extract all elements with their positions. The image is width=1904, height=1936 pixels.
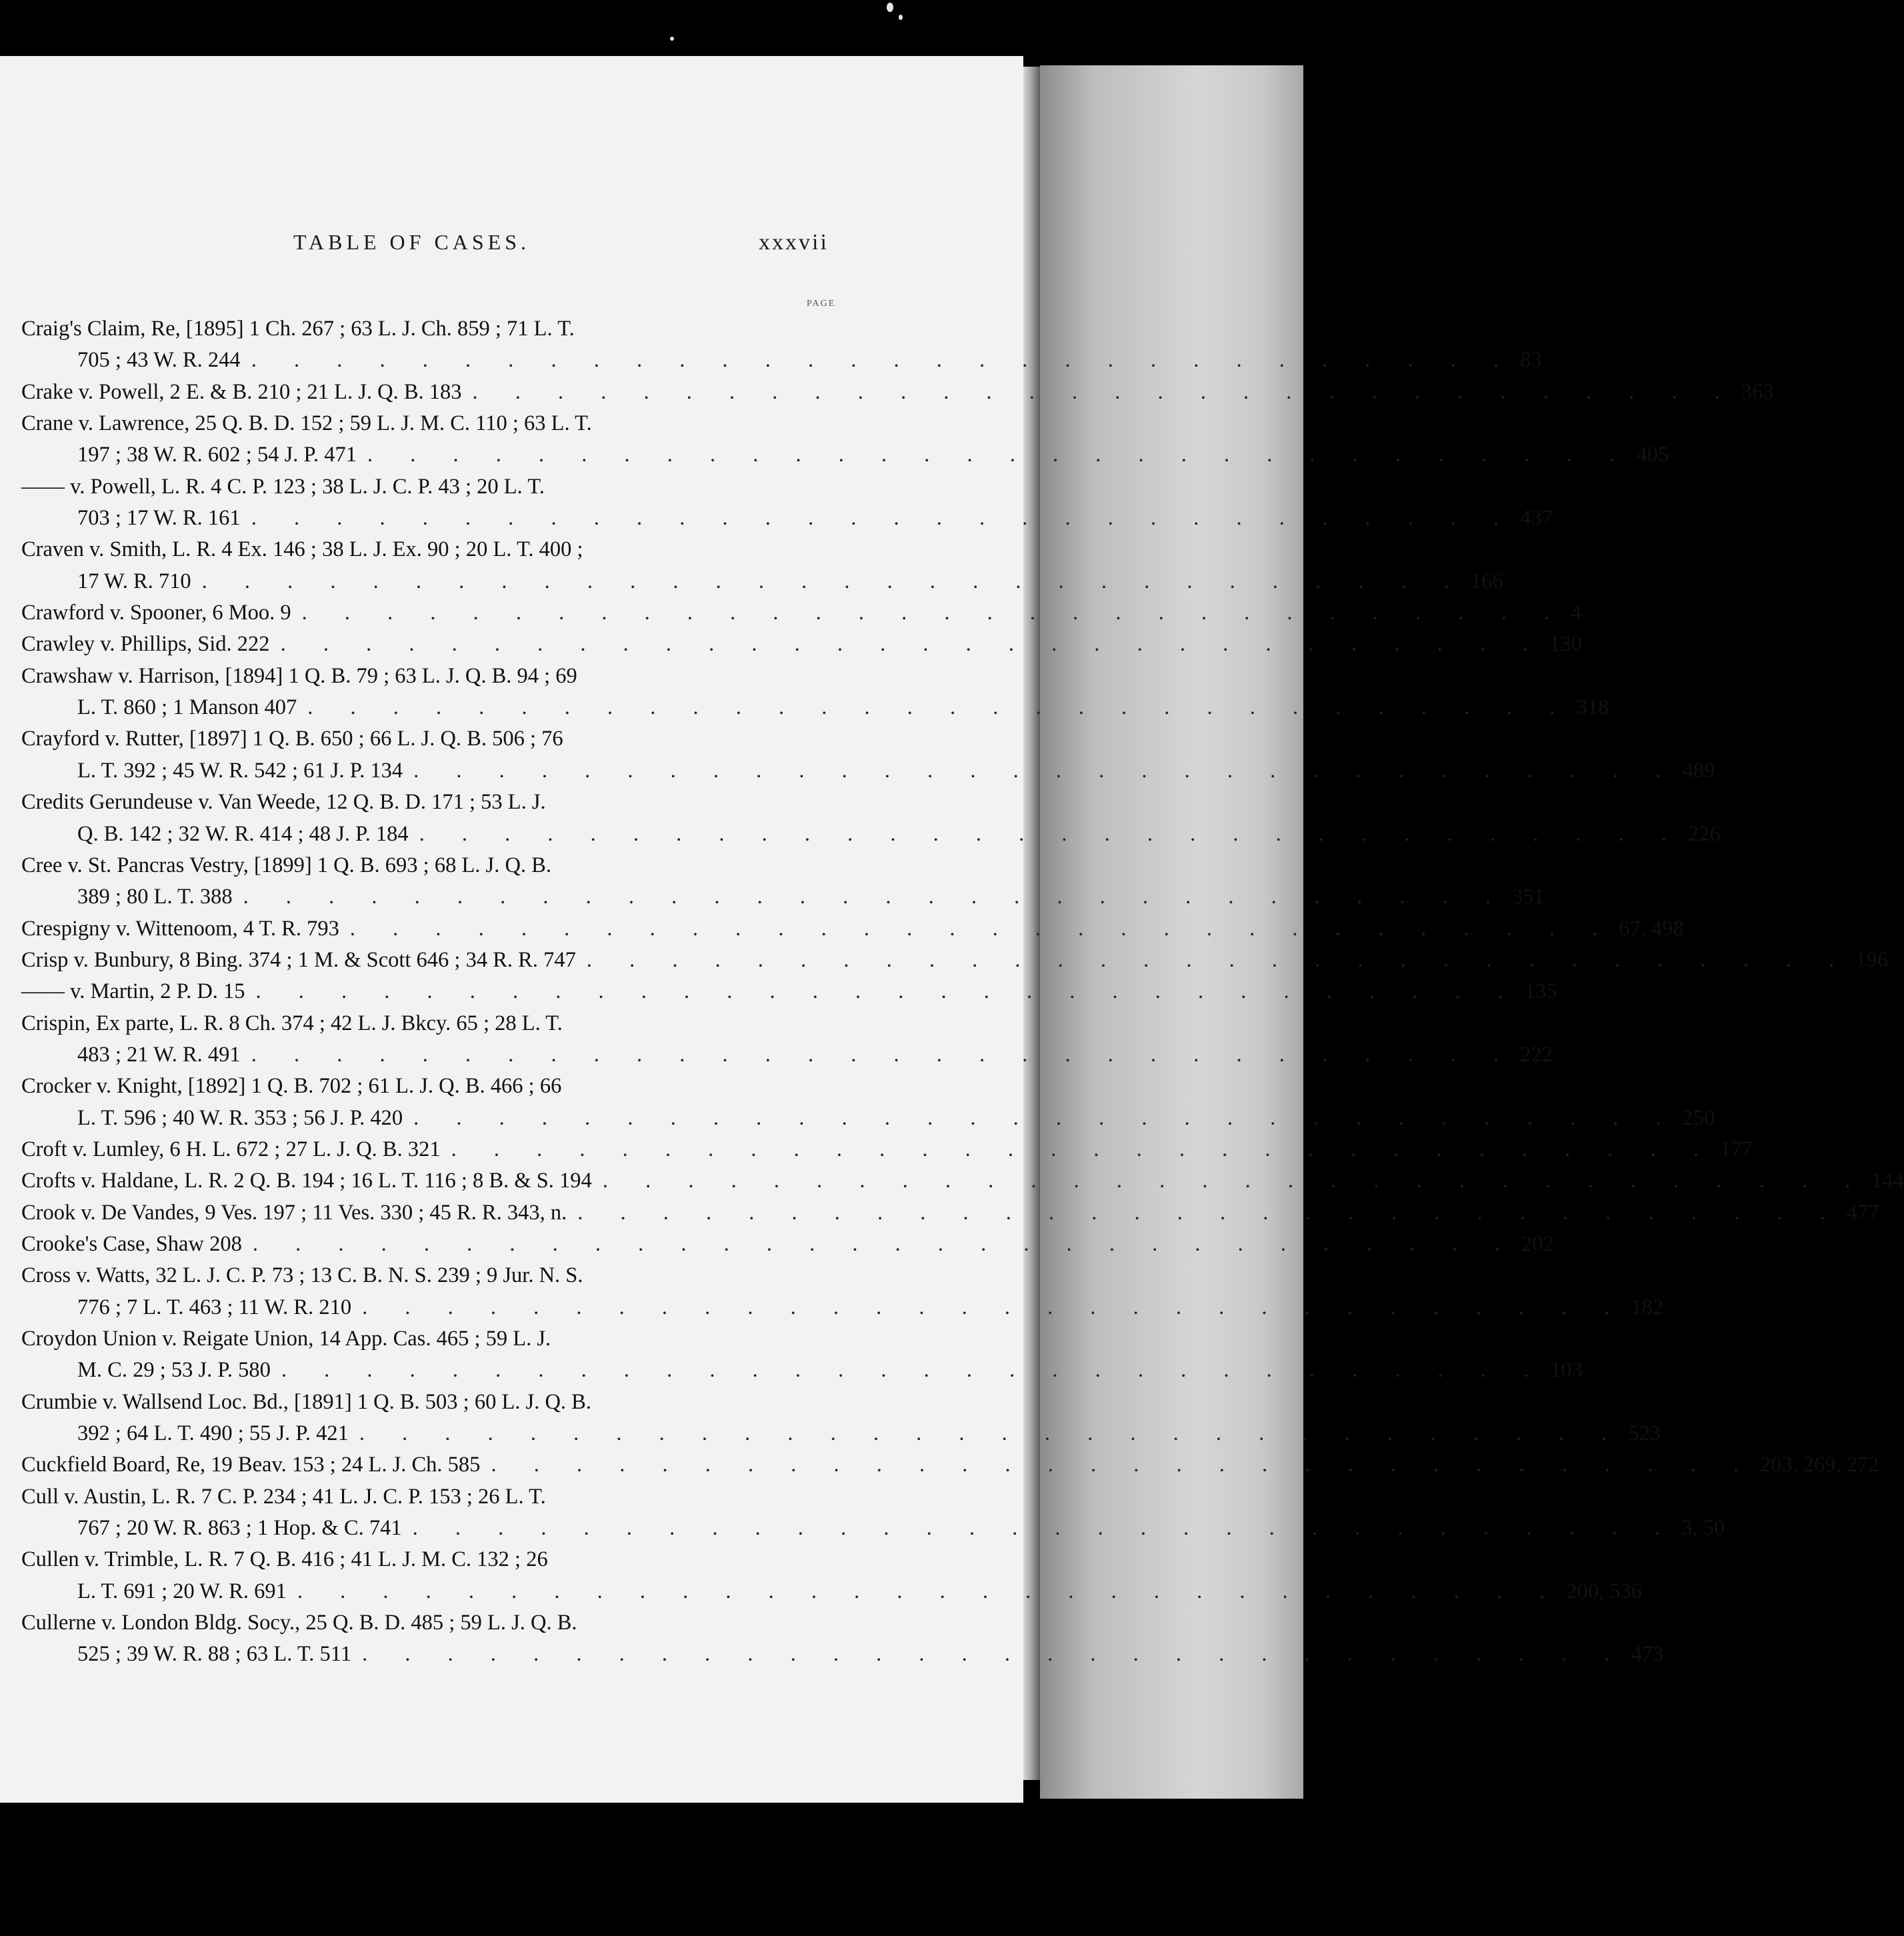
case-entry bbox=[21, 945, 1888, 976]
dot-leader: . . . . . . . . . . . . . . . . . . . . . . . . . . . . . . bbox=[586, 947, 1851, 972]
case-citation: L. T. 860 ; 1 Manson 407 bbox=[77, 695, 297, 720]
dot-leader: . . . . . . . . . . . . . . . . . . . . . . . . . . . . . . bbox=[359, 1421, 1623, 1446]
case-entry bbox=[21, 1008, 1553, 1071]
case-entry-line bbox=[21, 408, 863, 439]
case-page-reference: 203, 269, 272 bbox=[1759, 1453, 1879, 1477]
case-entry-line bbox=[21, 1513, 1725, 1544]
case-entry bbox=[21, 629, 1582, 660]
case-entry bbox=[21, 661, 1609, 724]
case-entry-line bbox=[21, 881, 1545, 913]
dot-leader: . . . . . . . . . . . . . . . . . . . . . . . . . . . . . . bbox=[281, 1358, 1545, 1383]
case-citation: 776 ; 7 L. T. 463 ; 11 W. R. 210 bbox=[77, 1295, 352, 1319]
case-page-reference: 166 bbox=[1471, 569, 1503, 593]
case-page-reference: 196 bbox=[1855, 947, 1888, 972]
case-entry-line bbox=[21, 1103, 1715, 1134]
dot-leader: . . . . . . . . . . . . . . . . . . . . . . . . . . . . . . bbox=[349, 916, 1614, 941]
case-citation: Credits Gerundeuse v. Van Weede, 12 Q. B. D. 171 ; 53 L. J. bbox=[21, 790, 546, 815]
case-entry bbox=[21, 1387, 1661, 1450]
case-page-reference: 182 bbox=[1631, 1295, 1664, 1319]
case-entry bbox=[21, 1229, 1554, 1260]
case-entry-line bbox=[21, 313, 863, 345]
case-page-reference: 144 bbox=[1871, 1169, 1904, 1193]
case-citation: M. C. 29 ; 53 J. P. 580 bbox=[77, 1358, 271, 1383]
case-citation: Craven v. Smith, L. R. 4 Ex. 146 ; 38 L. J. Ex. 90 ; 20 L. T. 400 ; bbox=[21, 537, 583, 562]
case-citation: L. T. 691 ; 20 W. R. 691 bbox=[77, 1579, 287, 1603]
case-page-reference: 318 bbox=[1576, 695, 1609, 720]
case-page-reference: 135 bbox=[1524, 979, 1557, 1004]
dot-leader: . . . . . . . . . . . . . . . . . . . . . . . . . . . . . . bbox=[491, 1453, 1755, 1477]
scan-speck bbox=[670, 37, 674, 41]
page-column-label: PAGE bbox=[807, 299, 836, 309]
dot-leader: . . . . . . . . . . . . . . . . . . . . . . . . . . . . . . bbox=[362, 1295, 1626, 1319]
case-entry-line bbox=[21, 534, 863, 565]
case-entry bbox=[21, 1607, 1664, 1671]
case-entry-line bbox=[21, 503, 1553, 534]
case-entry bbox=[21, 723, 1715, 787]
dot-leader: . . . . . . . . . . . . . . . . . . . . . . . . . . . . . . bbox=[367, 443, 1631, 467]
case-entry bbox=[21, 1165, 1904, 1197]
page-number: xxxvii bbox=[759, 230, 829, 255]
case-citation: Crane v. Lawrence, 25 Q. B. D. 152 ; 59 L. J. M. C. 110 ; 63 L. T. bbox=[21, 411, 592, 436]
case-entry-line bbox=[21, 692, 1609, 723]
case-entry-line bbox=[21, 1008, 863, 1039]
case-citation: Cullerne v. London Bldg. Socy., 25 Q. B. D. 485 ; 59 L. J. Q. B. bbox=[21, 1611, 577, 1635]
case-entry-line bbox=[21, 1639, 1664, 1670]
dot-leader: . . . . . . . . . . . . . . . . . . . . . . . . . . . . . . bbox=[201, 569, 1466, 593]
dot-leader: . . . . . . . . . . . . . . . . . . . . . . . . . . . . . . bbox=[251, 506, 1515, 531]
dot-leader: . . . . . . . . . . . . . . . . . . . . . . . . . . . . . . bbox=[419, 821, 1683, 846]
case-entry bbox=[21, 1260, 1664, 1323]
case-citation: Crisp v. Bunbury, 8 Bing. 374 ; 1 M. & Scott 646 ; 34 R. R. 747 bbox=[21, 947, 576, 972]
case-page-reference: 103 bbox=[1550, 1358, 1583, 1383]
case-entry-line bbox=[21, 945, 1888, 976]
case-citation: Cree v. St. Pancras Vestry, [1899] 1 Q. B. 693 ; 68 L. J. Q. B. bbox=[21, 853, 551, 877]
case-entry-line bbox=[21, 629, 1582, 660]
case-entry bbox=[21, 787, 1721, 850]
case-citation: 392 ; 64 L. T. 490 ; 55 J. P. 421 bbox=[77, 1421, 349, 1446]
case-citation: 705 ; 43 W. R. 244 bbox=[77, 348, 241, 373]
case-entry-line bbox=[21, 1481, 863, 1513]
case-entry-line bbox=[21, 787, 863, 818]
case-entry-line bbox=[21, 850, 863, 881]
dot-leader: . . . . . . . . . . . . . . . . . . . . . . . . . . . . . . bbox=[362, 1642, 1626, 1667]
case-page-reference: 177 bbox=[1719, 1137, 1753, 1161]
case-citation: —— v. Martin, 2 P. D. 15 bbox=[21, 979, 245, 1004]
case-citation: Q. B. 142 ; 32 W. R. 414 ; 48 J. P. 184 bbox=[77, 821, 409, 846]
case-citation: 483 ; 21 W. R. 491 bbox=[77, 1042, 241, 1067]
dot-leader: . . . . . . . . . . . . . . . . . . . . . . . . . . . . . . bbox=[413, 758, 1677, 783]
case-entry-line bbox=[21, 661, 863, 692]
case-entry-line bbox=[21, 471, 863, 503]
case-citation: Crawley v. Phillips, Sid. 222 bbox=[21, 632, 270, 657]
case-entry bbox=[21, 850, 1545, 913]
case-entry-line bbox=[21, 1355, 1583, 1386]
case-entry-line bbox=[21, 1387, 863, 1418]
case-page-reference: 200, 536 bbox=[1566, 1579, 1643, 1603]
case-entry-line bbox=[21, 1576, 1643, 1607]
case-page-reference: 477 bbox=[1846, 1200, 1879, 1225]
case-citation: 525 ; 39 W. R. 88 ; 63 L. T. 511 bbox=[77, 1642, 352, 1667]
case-citation: Crooke's Case, Shaw 208 bbox=[21, 1231, 242, 1256]
running-head-title: TABLE OF CASES. bbox=[293, 230, 531, 254]
case-citation: Crispin, Ex parte, L. R. 8 Ch. 374 ; 42 L. J. Bkcy. 65 ; 28 L. T. bbox=[21, 1011, 563, 1035]
case-citation: L. T. 596 ; 40 W. R. 353 ; 56 J. P. 420 bbox=[77, 1105, 403, 1130]
case-entry-line bbox=[21, 566, 1503, 597]
case-entry-line bbox=[21, 1292, 1664, 1323]
case-entry bbox=[21, 1449, 1879, 1481]
case-entry bbox=[21, 976, 1557, 1007]
case-citation: 767 ; 20 W. R. 863 ; 1 Hop. & C. 741 bbox=[77, 1516, 402, 1541]
case-entry-line bbox=[21, 1607, 863, 1639]
case-entry bbox=[21, 1197, 1879, 1229]
case-entry-line bbox=[21, 976, 1557, 1007]
case-entry-line bbox=[21, 1229, 1554, 1260]
case-entry-line bbox=[21, 1071, 863, 1102]
case-citation: Cuckfield Board, Re, 19 Beav. 153 ; 24 L. J. Ch. 585 bbox=[21, 1453, 481, 1477]
case-page-reference: 405 bbox=[1636, 443, 1669, 467]
case-entry bbox=[21, 313, 1542, 377]
case-entry-line bbox=[21, 1197, 1879, 1229]
scan-speck bbox=[887, 3, 893, 12]
dot-leader: . . . . . . . . . . . . . . . . . . . . . . . . . . . . . . bbox=[255, 979, 1519, 1004]
case-entry-line bbox=[21, 1165, 1904, 1197]
case-page-reference: 202 bbox=[1521, 1231, 1554, 1256]
case-citation: Crawford v. Spooner, 6 Moo. 9 bbox=[21, 601, 291, 625]
case-page-reference: 351 bbox=[1512, 885, 1545, 909]
case-entry bbox=[21, 377, 1774, 408]
case-citation: Croft v. Lumley, 6 H. L. 672 ; 27 L. J. Q. B. 321 bbox=[21, 1137, 441, 1161]
case-page-reference: 473 bbox=[1631, 1642, 1664, 1667]
dot-leader: . . . . . . . . . . . . . . . . . . . . . . . . . . . . . . bbox=[412, 1516, 1677, 1541]
case-citation: Craig's Claim, Re, [1895] 1 Ch. 267 ; 63 L. J. Ch. 859 ; 71 L. T. bbox=[21, 317, 575, 341]
case-citation: Crocker v. Knight, [1892] 1 Q. B. 702 ; 61 L. J. Q. B. 466 ; 66 bbox=[21, 1074, 562, 1099]
case-page-reference: 250 bbox=[1682, 1105, 1715, 1130]
case-entry bbox=[21, 913, 1684, 945]
case-citation: 389 ; 80 L. T. 388 bbox=[77, 885, 233, 909]
dot-leader: . . . . . . . . . . . . . . . . . . . . . . . . . . . . . . bbox=[251, 348, 1515, 373]
case-citation: L. T. 392 ; 45 W. R. 542 ; 61 J. P. 134 bbox=[77, 758, 403, 783]
case-citation: Crofts v. Haldane, L. R. 2 Q. B. 194 ; 16 L. T. 116 ; 8 B. & S. 194 bbox=[21, 1169, 592, 1193]
case-entry-line bbox=[21, 1544, 863, 1575]
case-citation: 703 ; 17 W. R. 161 bbox=[77, 506, 241, 531]
case-citation: Cross v. Watts, 32 L. J. C. P. 73 ; 13 C. B. N. S. 239 ; 9 Jur. N. S. bbox=[21, 1263, 583, 1288]
case-page-reference: 437 bbox=[1520, 506, 1553, 531]
case-table bbox=[21, 313, 1904, 1671]
case-entry-line bbox=[21, 1134, 1753, 1165]
case-citation: Crayford v. Rutter, [1897] 1 Q. B. 650 ; 66 L. J. Q. B. 506 ; 76 bbox=[21, 727, 563, 751]
case-page-reference: 489 bbox=[1682, 758, 1715, 783]
case-entry-line bbox=[21, 913, 1684, 945]
case-page-reference: 222 bbox=[1520, 1042, 1553, 1067]
case-page-reference: 4 bbox=[1570, 601, 1582, 625]
case-page-reference: 83 bbox=[1520, 348, 1542, 373]
case-page-reference: 130 bbox=[1549, 632, 1582, 657]
case-page-reference: 523 bbox=[1628, 1421, 1661, 1446]
case-entry-line bbox=[21, 1260, 863, 1291]
dot-leader: . . . . . . . . . . . . . . . . . . . . . . . . . . . . . . bbox=[251, 1042, 1515, 1067]
scan-speck bbox=[899, 15, 903, 20]
case-citation: 197 ; 38 W. R. 602 ; 54 J. P. 471 bbox=[77, 443, 357, 467]
case-page-reference: 363 bbox=[1741, 379, 1774, 404]
case-entry-line bbox=[21, 597, 1582, 629]
case-citation: Croydon Union v. Reigate Union, 14 App. Cas. 465 ; 59 L. J. bbox=[21, 1327, 551, 1351]
case-citation: —— v. Powell, L. R. 4 C. P. 123 ; 38 L. J. C. P. 43 ; 20 L. T. bbox=[21, 474, 545, 499]
case-entry-line bbox=[21, 439, 1669, 471]
dot-leader: . . . . . . . . . . . . . . . . . . . . . . . . . . . . . . bbox=[301, 601, 1565, 625]
case-citation: Crumbie v. Wallsend Loc. Bd., [1891] 1 Q. B. 503 ; 60 L. J. Q. B. bbox=[21, 1389, 591, 1414]
dot-leader: . . . . . . . . . . . . . . . . . . . . . . . . . . . . . . bbox=[577, 1200, 1841, 1225]
case-entry-line bbox=[21, 755, 1715, 787]
dot-leader: . . . . . . . . . . . . . . . . . . . . . . . . . . . . . . bbox=[472, 379, 1736, 404]
case-citation: Cullen v. Trimble, L. R. 7 Q. B. 416 ; 41 L. J. M. C. 132 ; 26 bbox=[21, 1547, 548, 1572]
case-entry bbox=[21, 408, 1669, 471]
dot-leader: . . . . . . . . . . . . . . . . . . . . . . . . . . . . . . bbox=[280, 632, 1544, 657]
case-page-reference: 67, 498 bbox=[1619, 916, 1684, 941]
dot-leader: . . . . . . . . . . . . . . . . . . . . . . . . . . . . . . bbox=[451, 1137, 1715, 1161]
case-entry-line bbox=[21, 1418, 1661, 1449]
dot-leader: . . . . . . . . . . . . . . . . . . . . . . . . . . . . . . bbox=[307, 695, 1571, 720]
case-entry bbox=[21, 534, 1503, 597]
case-citation: Crawshaw v. Harrison, [1894] 1 Q. B. 79 ; 63 L. J. Q. B. 94 ; 69 bbox=[21, 663, 577, 688]
case-entry bbox=[21, 1134, 1753, 1165]
case-citation: Crake v. Powell, 2 E. & B. 210 ; 21 L. J. Q. B. 183 bbox=[21, 379, 462, 404]
dot-leader: . . . . . . . . . . . . . . . . . . . . . . . . . . . . . . bbox=[297, 1579, 1561, 1603]
case-page-reference: 3, 50 bbox=[1681, 1516, 1725, 1541]
case-citation: 17 W. R. 710 bbox=[77, 569, 191, 593]
case-entry bbox=[21, 597, 1582, 629]
case-entry bbox=[21, 1544, 1643, 1607]
case-citation: Cull v. Austin, L. R. 7 C. P. 234 ; 41 L. J. C. P. 153 ; 26 L. T. bbox=[21, 1484, 546, 1509]
dot-leader: . . . . . . . . . . . . . . . . . . . . . . . . . . . . . . bbox=[413, 1105, 1677, 1130]
dot-leader: . . . . . . . . . . . . . . . . . . . . . . . . . . . . . . bbox=[602, 1169, 1867, 1193]
case-entry-line bbox=[21, 1039, 1553, 1071]
case-page-reference: 226 bbox=[1687, 821, 1721, 846]
case-entry-line bbox=[21, 1323, 863, 1355]
case-entry bbox=[21, 1323, 1583, 1387]
dot-leader: . . . . . . . . . . . . . . . . . . . . . . . . . . . . . . bbox=[252, 1231, 1517, 1256]
case-entry bbox=[21, 471, 1553, 535]
case-entry bbox=[21, 1481, 1725, 1545]
case-entry bbox=[21, 1071, 1715, 1134]
case-entry-line bbox=[21, 377, 1774, 408]
case-entry-line bbox=[21, 723, 863, 755]
case-entry-line bbox=[21, 345, 1542, 376]
case-citation: Crespigny v. Wittenoom, 4 T. R. 793 bbox=[21, 916, 339, 941]
case-entry-line bbox=[21, 819, 1721, 850]
case-citation: Crook v. De Vandes, 9 Ves. 197 ; 11 Ves. 330 ; 45 R. R. 343, n. bbox=[21, 1200, 567, 1225]
dot-leader: . . . . . . . . . . . . . . . . . . . . . . . . . . . . . . bbox=[243, 885, 1507, 909]
case-entry-line bbox=[21, 1449, 1879, 1481]
